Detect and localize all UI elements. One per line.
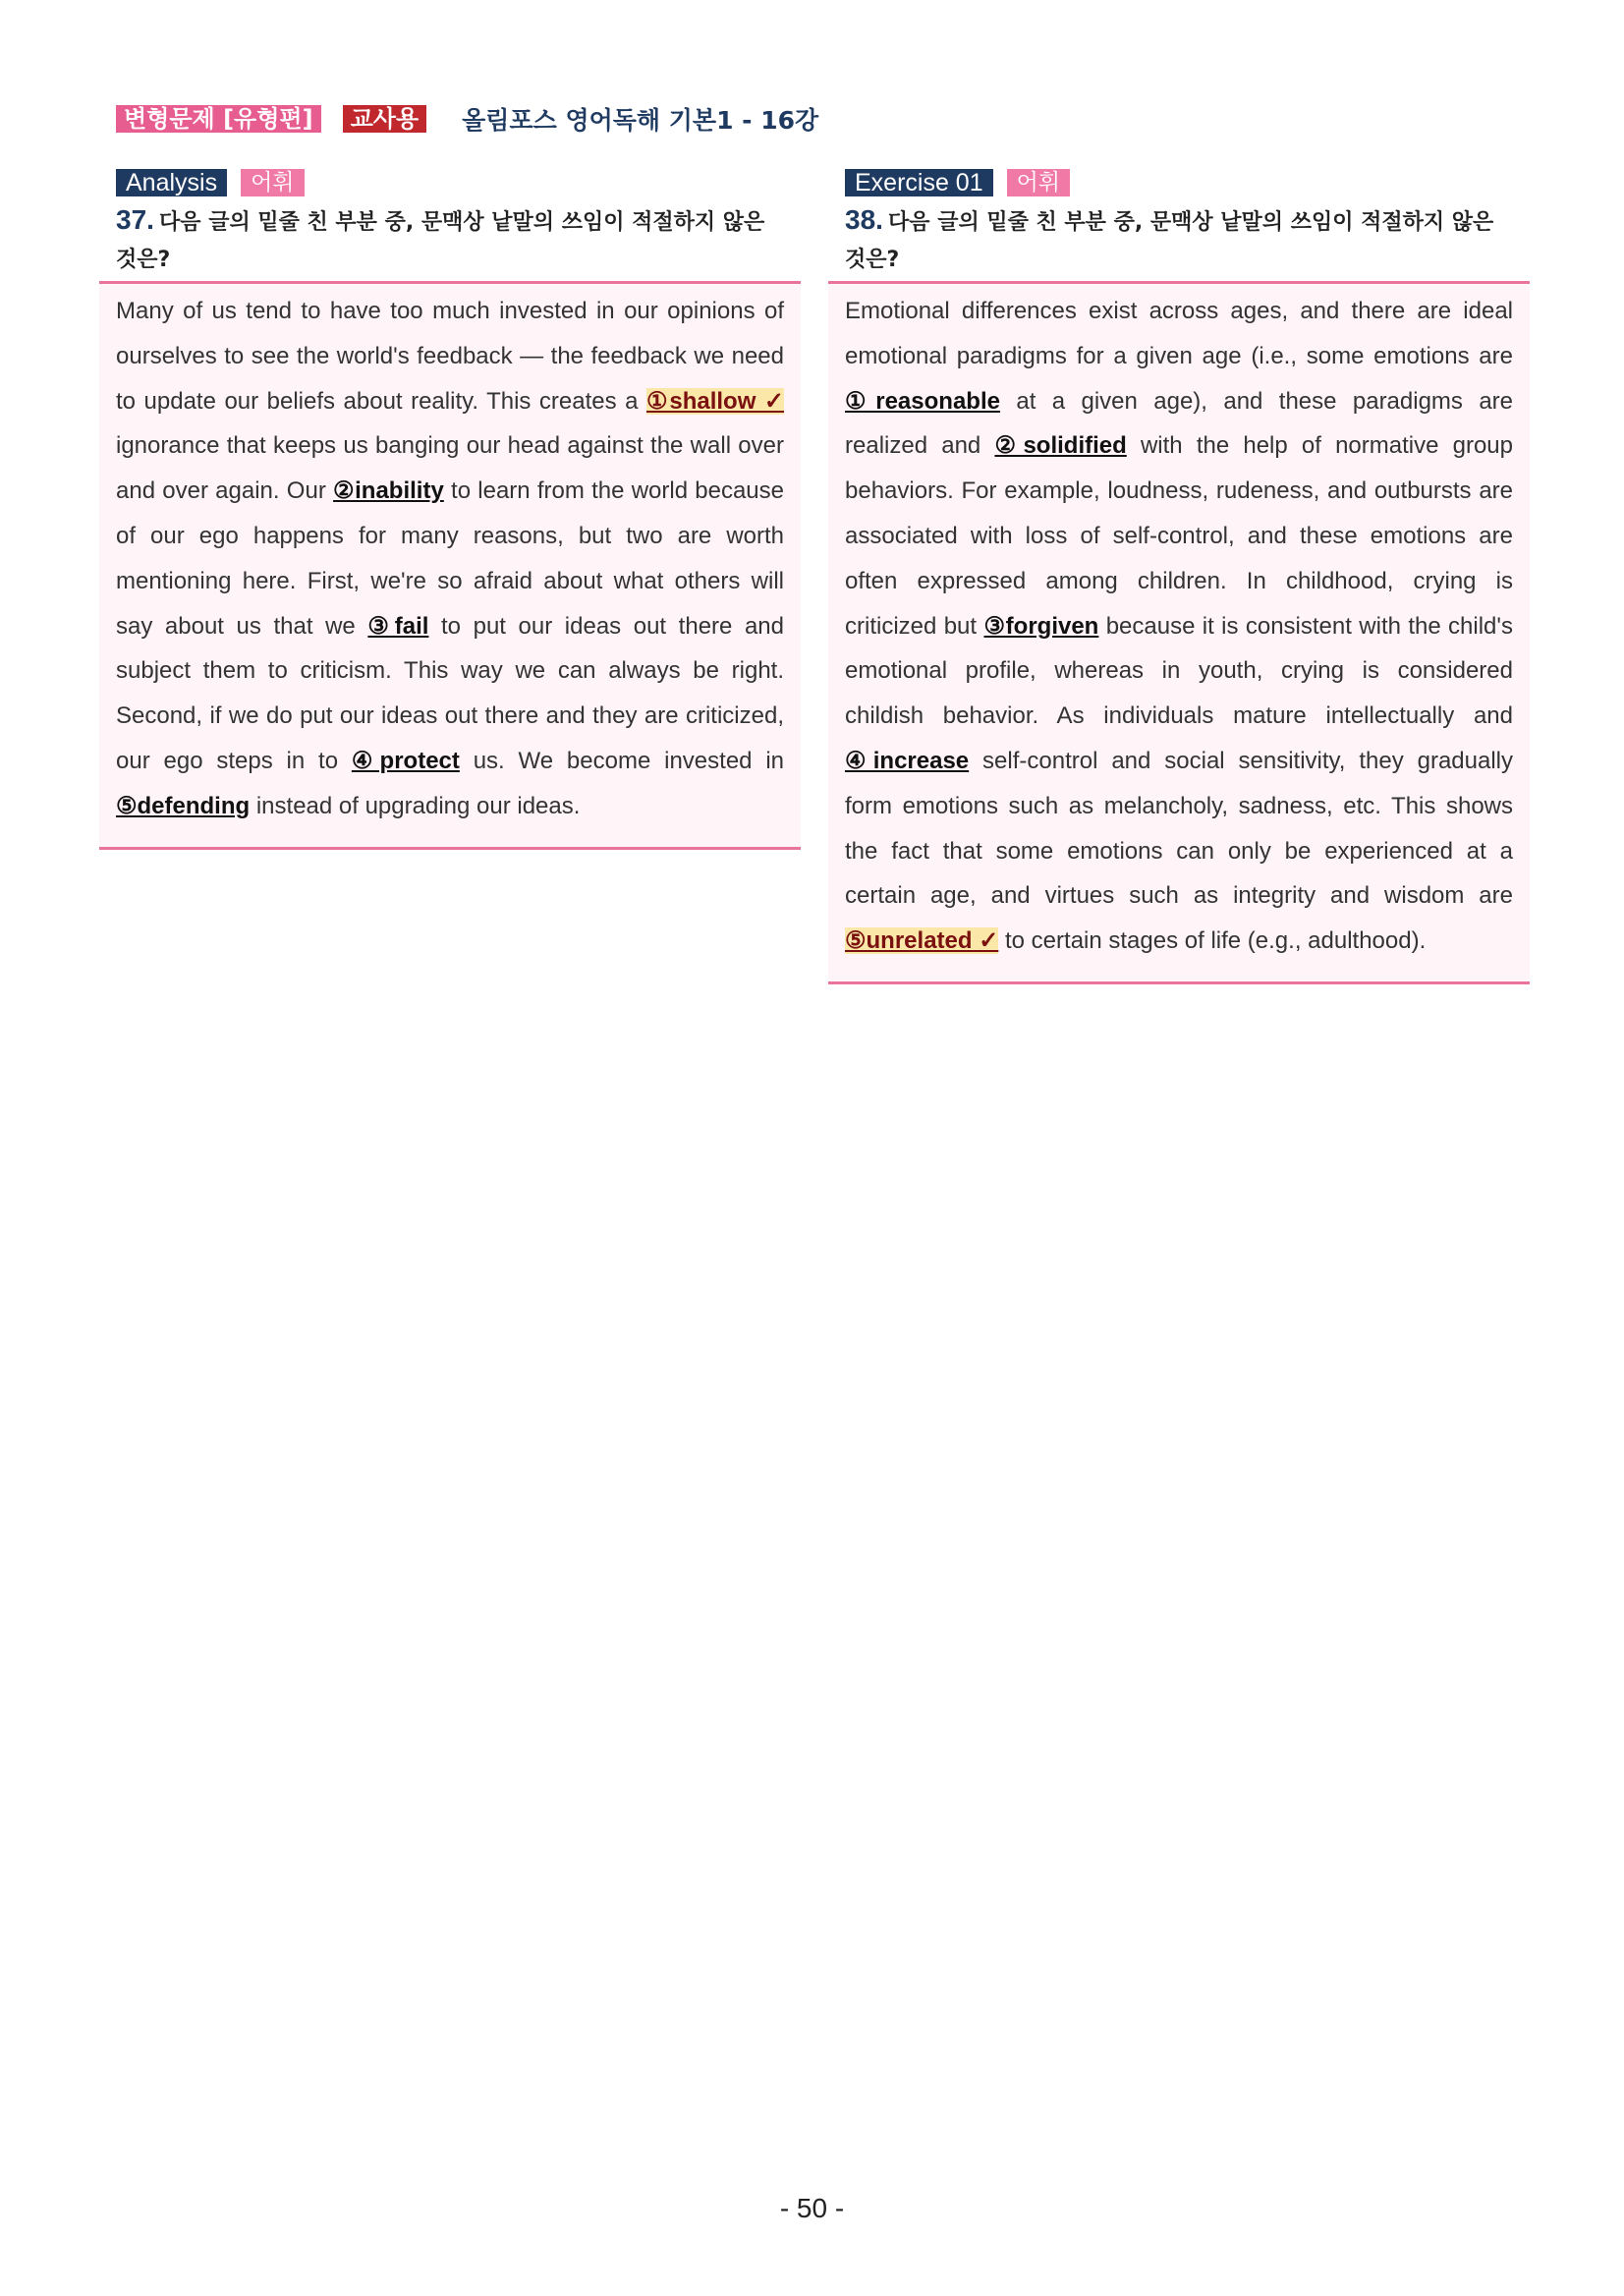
underlined-word-3: ③forgiven xyxy=(983,612,1099,640)
type-tag: 변형문제 [유형편] xyxy=(116,105,321,133)
text-run: to put our ideas out there and subject them to criticism. This way we can always be right. Second, if we do put our ideas out there and they are criticized, our ego steps in to xyxy=(116,612,784,774)
passage-box xyxy=(828,281,1530,984)
question-text: 다음 글의 밑줄 친 부분 중, 문맥상 낱말의 쓰임이 적절하지 않은 것은? xyxy=(845,210,1494,272)
question-38-column xyxy=(828,169,1530,984)
book-title: 올림포스 영어독해 기본1 - 16강 xyxy=(462,106,819,135)
text-run: to learn from the world because of our ego happens for many reasons, but two are worth mentioning here. First, we're so afraid about what others will say about us that we xyxy=(116,477,785,640)
vocab-tag: 어휘 xyxy=(1007,169,1070,196)
teacher-tag: 교사용 xyxy=(343,105,427,133)
question-text: 다음 글의 밑줄 친 부분 중, 문맥상 낱말의 쓰임이 적절하지 않은 것은? xyxy=(116,210,765,272)
text-run: Many of us tend to have too much invested in our opinions of ourselves to see the world's feedback — the feedback we need to update our beliefs about reality. This creates a xyxy=(116,298,784,415)
underlined-word-1: ①reasonable xyxy=(845,387,1000,415)
underlined-word-5: ⑤defending xyxy=(116,792,251,819)
text-run: us. We become invested in xyxy=(459,747,785,774)
underlined-word-2: ②inability xyxy=(333,477,444,505)
page-number: - 50 - xyxy=(779,2193,845,2223)
section-labels xyxy=(845,169,1530,196)
text-run: instead of upgrading our ideas. xyxy=(250,792,581,819)
underlined-word-2: ②solidified xyxy=(994,432,1127,460)
text-run: with the help of normative group behaviors. For example, loudness, rudeness, and outbursts are associated with loss of self-control, and these emotions are often expressed among children. In childhood, crying is criticized but xyxy=(845,432,1513,640)
passage-box xyxy=(99,281,801,850)
passage-text xyxy=(845,289,1513,964)
analysis-label: Analysis xyxy=(116,169,227,196)
underlined-word-3: ③fail xyxy=(367,612,429,640)
question-number: 37. xyxy=(116,204,154,235)
underlined-word-4: ④protect xyxy=(351,747,460,774)
text-run: Emotional differences exist across ages, and there are ideal emotional paradigms for a given age (i.e., some emotions are xyxy=(845,298,1513,369)
question-38 xyxy=(845,204,1513,281)
text-run: self-control and social sensitivity, they gradually form emotions such as melancholy, sadness, etc. This shows the fact that some emotions can only be experienced at a certain age, and virtues such as integrity and wisdom are xyxy=(845,747,1513,910)
text-run: to certain stages of life (e.g., adulthood). xyxy=(998,927,1427,955)
text-run: because it is consistent with the child's emotional profile, whereas in youth, crying is considered childish behavior. As individuals mature intellectually and xyxy=(845,612,1513,730)
question-number: 38. xyxy=(845,204,883,235)
text-run: at a given age), and these paradigms are realized and xyxy=(845,387,1513,460)
passage-text xyxy=(116,289,784,829)
question-37-column xyxy=(99,169,801,850)
section-labels xyxy=(116,169,801,196)
page-header xyxy=(116,104,818,134)
answer-word-5: ⑤unrelated ✓ xyxy=(845,927,999,955)
vocab-tag: 어휘 xyxy=(241,169,304,196)
text-run: ignorance that keeps us banging our head against the wall over and over again. Our xyxy=(116,432,784,505)
underlined-word-4: ④increase xyxy=(845,747,970,774)
exercise-label: Exercise 01 xyxy=(845,169,993,196)
question-37 xyxy=(116,204,784,281)
answer-word-1: ①shallow ✓ xyxy=(646,387,784,415)
